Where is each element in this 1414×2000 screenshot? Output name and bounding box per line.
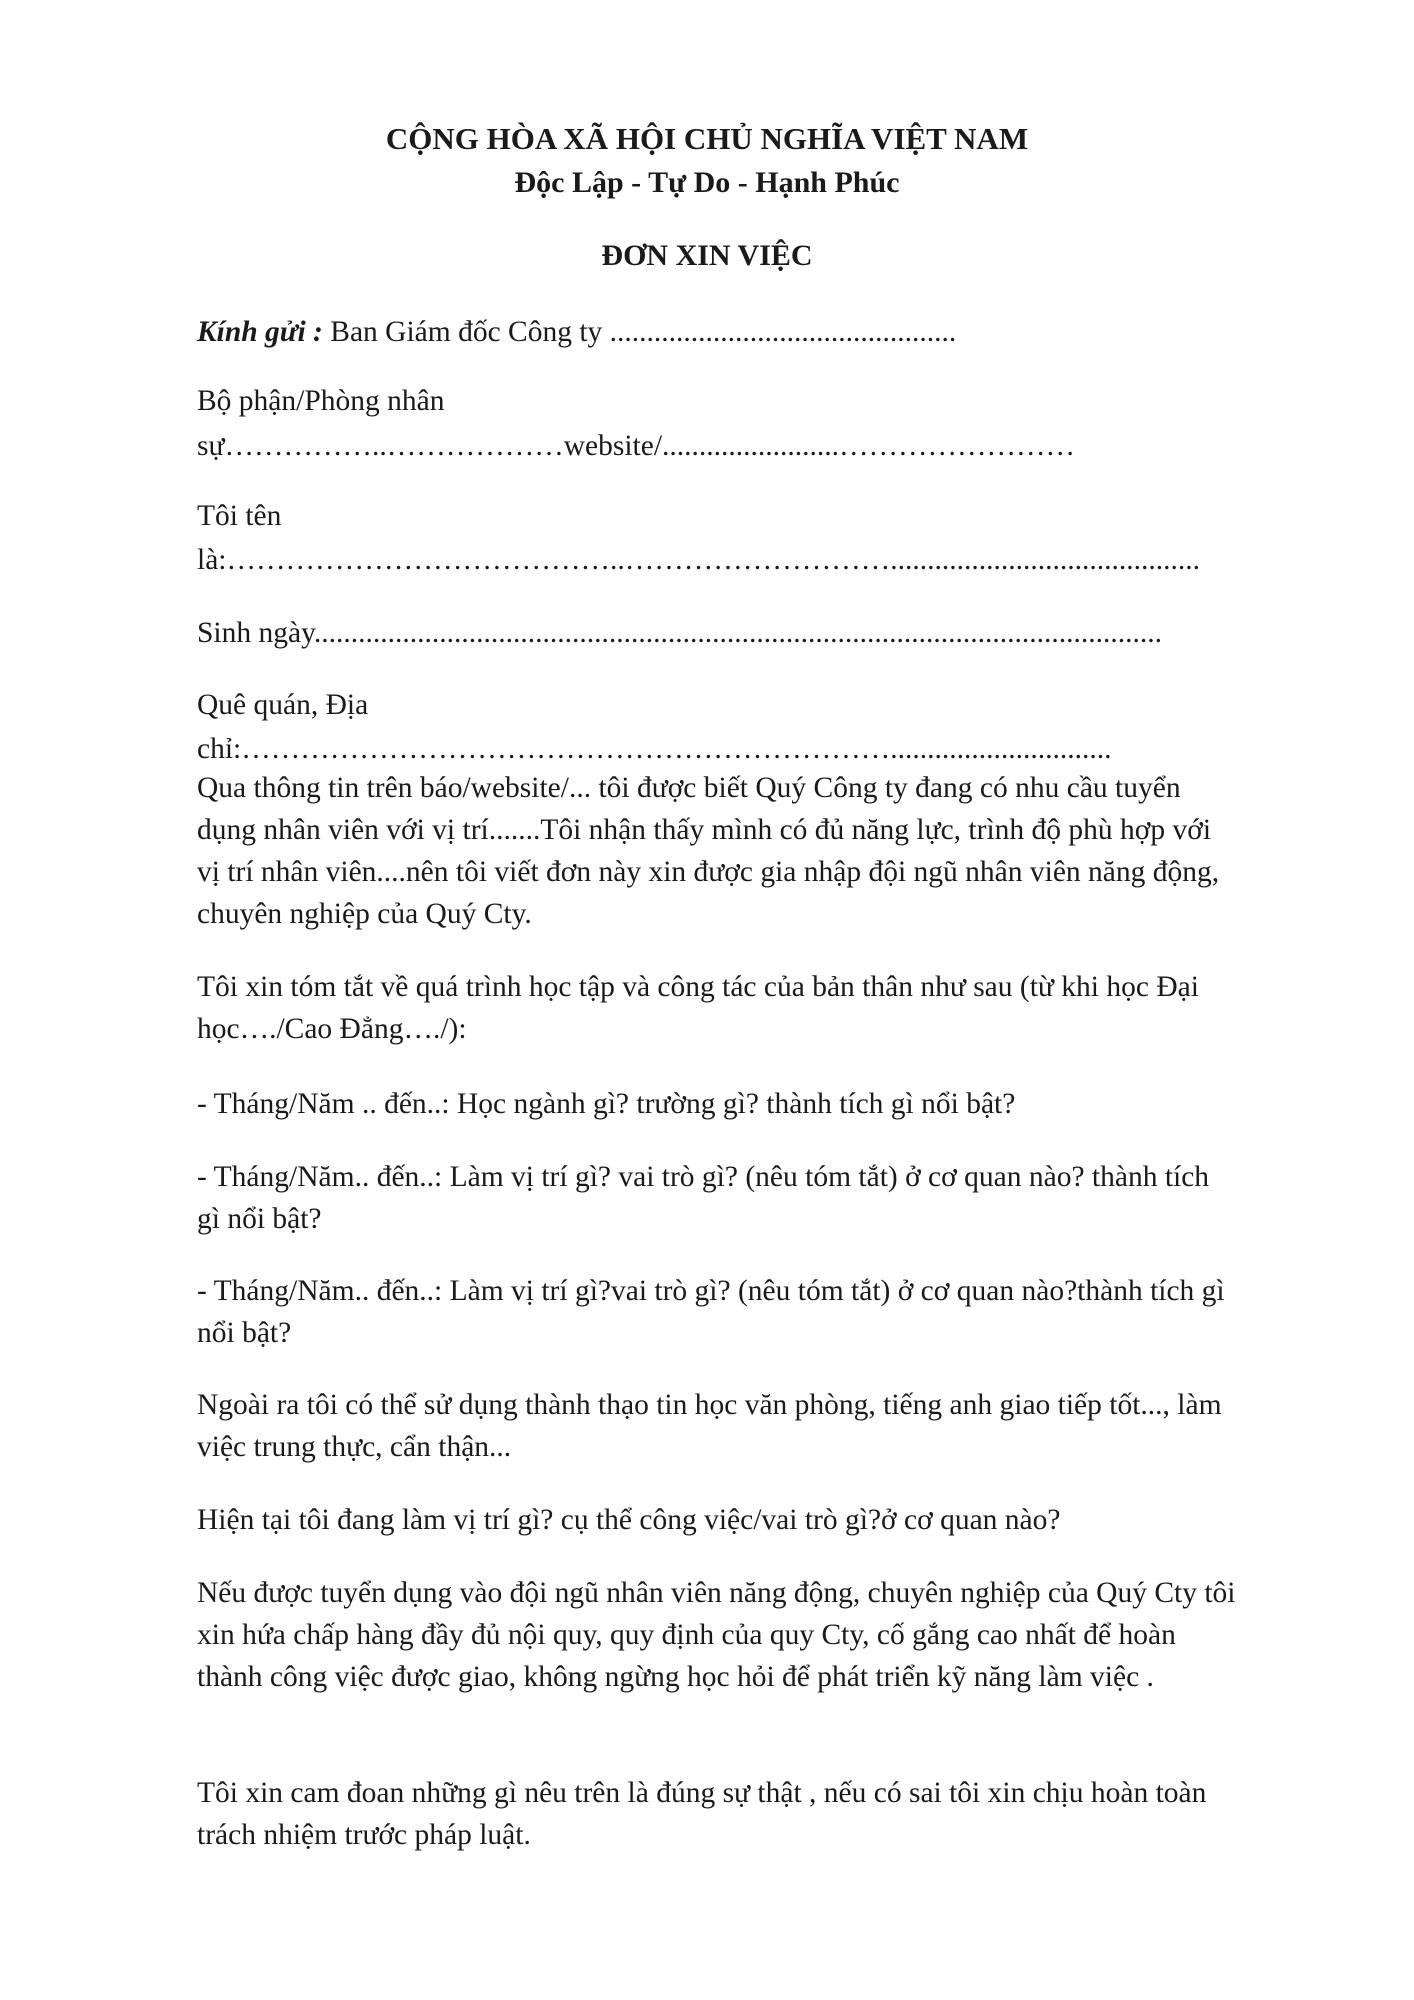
nation-heading: CỘNG HÒA XÃ HỘI CHỦ NGHĨA VIỆT NAM [385, 121, 1029, 156]
department-label: Bộ phận/Phòng nhân [197, 385, 445, 417]
summary-paragraph: Tôi xin tóm tắt về quá trình học tập và công tác của bản thân như sau (từ khi học Đại học…./Cao Đẳng…./): [197, 971, 1199, 1045]
department-field: sự……………..………………website/........................…………………… [197, 430, 1076, 462]
address-field: chỉ:………………………………………………………….............................. [197, 733, 1112, 765]
pledge-paragraph: Tôi xin cam đoan những gì nêu trên là đúng sự thật , nếu có sai tôi xin chịu hoàn toàn trách nhiệm trước pháp luật. [197, 1777, 1207, 1851]
salutation-label: Kính gửi : [197, 316, 323, 348]
salutation [197, 311, 1237, 353]
salutation-text: Ban Giám đốc Công ty ............................................... [322, 316, 957, 348]
intro-paragraph: Qua thông tin trên báo/website/... tôi được biết Quý Công ty đang có nhu cầu tuyển dụng nhân viên với vị trí.......Tôi nhận thấy mình có đủ năng lực, trình độ phù hợp với vị trí nhân viên....nên tôi viết đơn này xin được gia nhập đội ngũ nhân viên năng động, chuyên nghiệp của Quý Cty. [197, 772, 1220, 930]
birth-field: Sinh ngày................................................................................................................... [197, 617, 1163, 649]
motto-heading: Độc Lập - Tự Do - Hạnh Phúc [514, 166, 900, 199]
name-label: Tôi tên [197, 500, 282, 532]
name-field: là:…………………………………..……………………….......................................... [197, 544, 1200, 576]
address-label: Quê quán, Địa [197, 689, 369, 721]
document-title: ĐƠN XIN VIỆC [601, 239, 813, 272]
current-position-paragraph: Hiện tại tôi đang làm vị trí gì? cụ thể công việc/vai trò gì?ở cơ quan nào? [197, 1504, 1061, 1536]
history-item-3: - Tháng/Năm.. đến..: Làm vị trí gì?vai trò gì? (nêu tóm tắt) ở cơ quan nào?thành tích gì nổi bật? [197, 1275, 1225, 1349]
history-item-1: - Tháng/Năm .. đến..: Học ngành gì? trường gì? thành tích gì nổi bật? [197, 1088, 1016, 1120]
history-item-2: - Tháng/Năm.. đến..: Làm vị trí gì? vai trò gì? (nêu tóm tắt) ở cơ quan nào? thành tích gì nổi bật? [197, 1161, 1210, 1235]
commitment-paragraph: Nếu được tuyển dụng vào đội ngũ nhân viên năng động, chuyên nghiệp của Quý Cty tôi xin hứa chấp hàng đầy đủ nội quy, quy định của quy Cty, cố gắng cao nhất để hoàn thành công việc được giao, không ngừng học hỏi để phát triển kỹ năng làm việc . [197, 1577, 1236, 1693]
skills-paragraph: Ngoài ra tôi có thể sử dụng thành thạo tin học văn phòng, tiếng anh giao tiếp tốt..., làm việc trung thực, cẩn thận... [197, 1389, 1222, 1463]
